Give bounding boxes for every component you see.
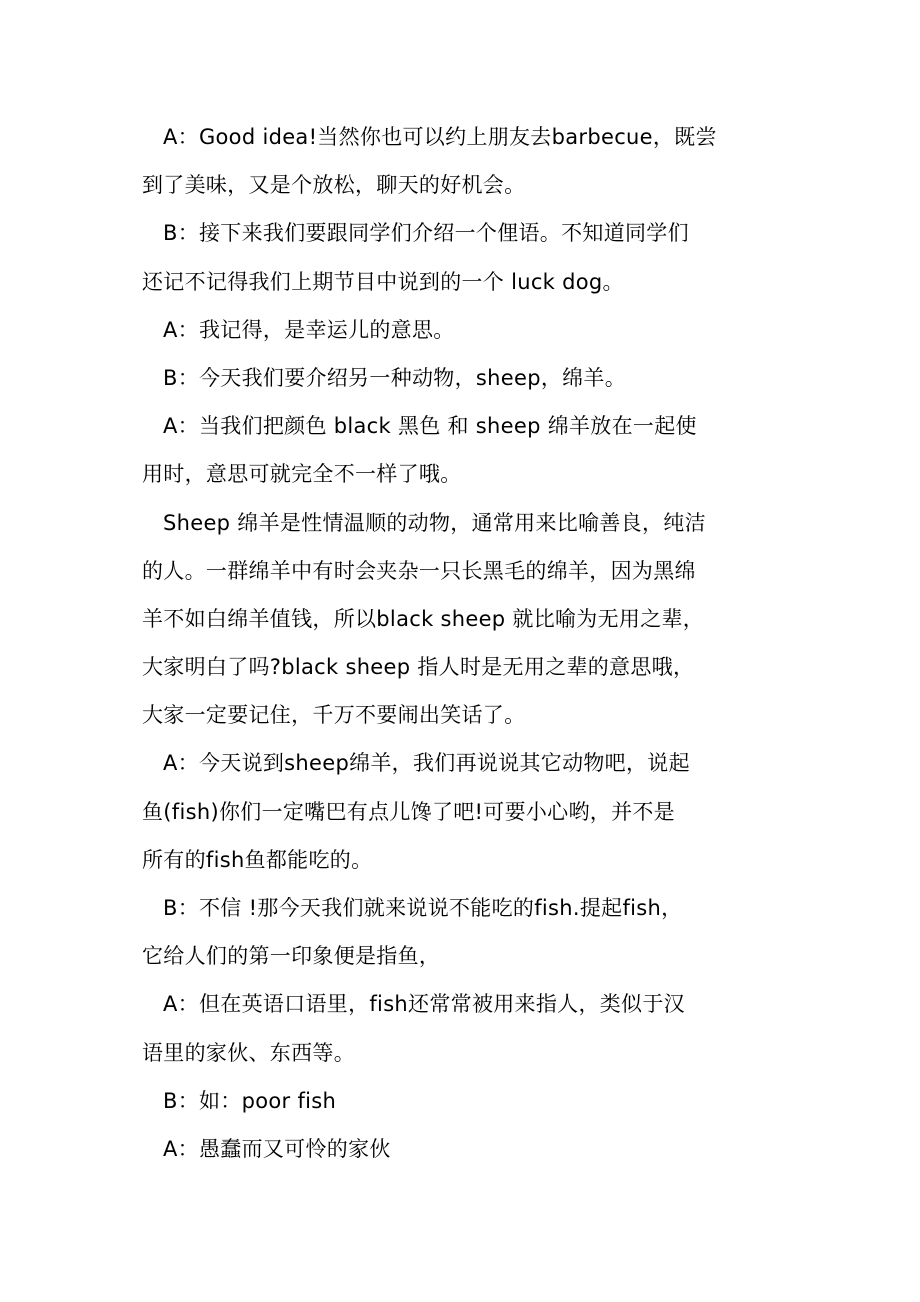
paragraph xyxy=(142,402,782,498)
text-line: B：如：poor fish xyxy=(163,1088,337,1113)
paragraph xyxy=(142,1077,782,1125)
text-line: A：我记得，是幸运儿的意思。 xyxy=(163,317,455,342)
text-line: A：但在英语口语里，fish还常常被用来指人，类似于汉 xyxy=(163,992,685,1017)
text-line: 大家明白了吗?black sheep 指人时是无用之辈的意思哦， xyxy=(142,655,695,680)
text-line: 大家一定要记住，千万不要闹出笑话了。 xyxy=(142,703,526,728)
text-line: 用时，意思可就完全不一样了哦。 xyxy=(142,462,462,487)
text-line: B：不信 !那今天我们就来说说不能吃的fish.提起fish， xyxy=(163,896,683,920)
text-line: A：Good idea!当然你也可以约上朋友去barbecue，既尝 xyxy=(163,125,717,149)
text-line: 所有的fish鱼都能吃的。 xyxy=(142,847,373,872)
paragraph xyxy=(142,354,782,402)
paragraph xyxy=(142,499,782,740)
paragraph xyxy=(142,306,782,354)
text-line: 到了美味，又是个放松，聊天的好机会。 xyxy=(142,173,526,198)
paragraph xyxy=(142,980,782,1076)
text-line: 语里的家伙、东西等。 xyxy=(142,1040,355,1065)
text-line: B：接下来我们要跟同学们介绍一个俚语。不知道同学们 xyxy=(163,221,689,246)
text-line: B：今天我们要介绍另一种动物，sheep，绵羊。 xyxy=(163,365,627,390)
paragraph xyxy=(142,884,782,980)
text-line: A：愚蠢而又可怜的家伙 xyxy=(163,1136,391,1161)
paragraph xyxy=(142,209,782,305)
paragraph xyxy=(142,739,782,884)
text-line: 还记不记得我们上期节目中说到的一个 luck dog。 xyxy=(142,269,624,294)
document-page xyxy=(142,113,782,1173)
paragraph xyxy=(142,113,782,209)
text-line: A：今天说到sheep绵羊，我们再说说其它动物吧，说起 xyxy=(163,751,690,776)
paragraph xyxy=(142,1125,782,1173)
text-line: 羊不如白绵羊值钱，所以black sheep 就比喻为无用之辈， xyxy=(142,606,705,631)
text-line: 它给人们的第一印象便是指鱼， xyxy=(142,944,441,969)
text-line: Sheep 绵羊是性情温顺的动物，通常用来比喻善良，纯洁 xyxy=(163,510,706,535)
text-line: 鱼(fish)你们一定嘴巴有点儿馋了吧!可要小心哟，并不是 xyxy=(142,799,675,824)
text-line: 的人。一群绵羊中有时会夹杂一只长黑毛的绵羊，因为黑绵 xyxy=(142,558,696,583)
text-line: A：当我们把颜色 black 黑色 和 sheep 绵羊放在一起使 xyxy=(163,414,697,439)
